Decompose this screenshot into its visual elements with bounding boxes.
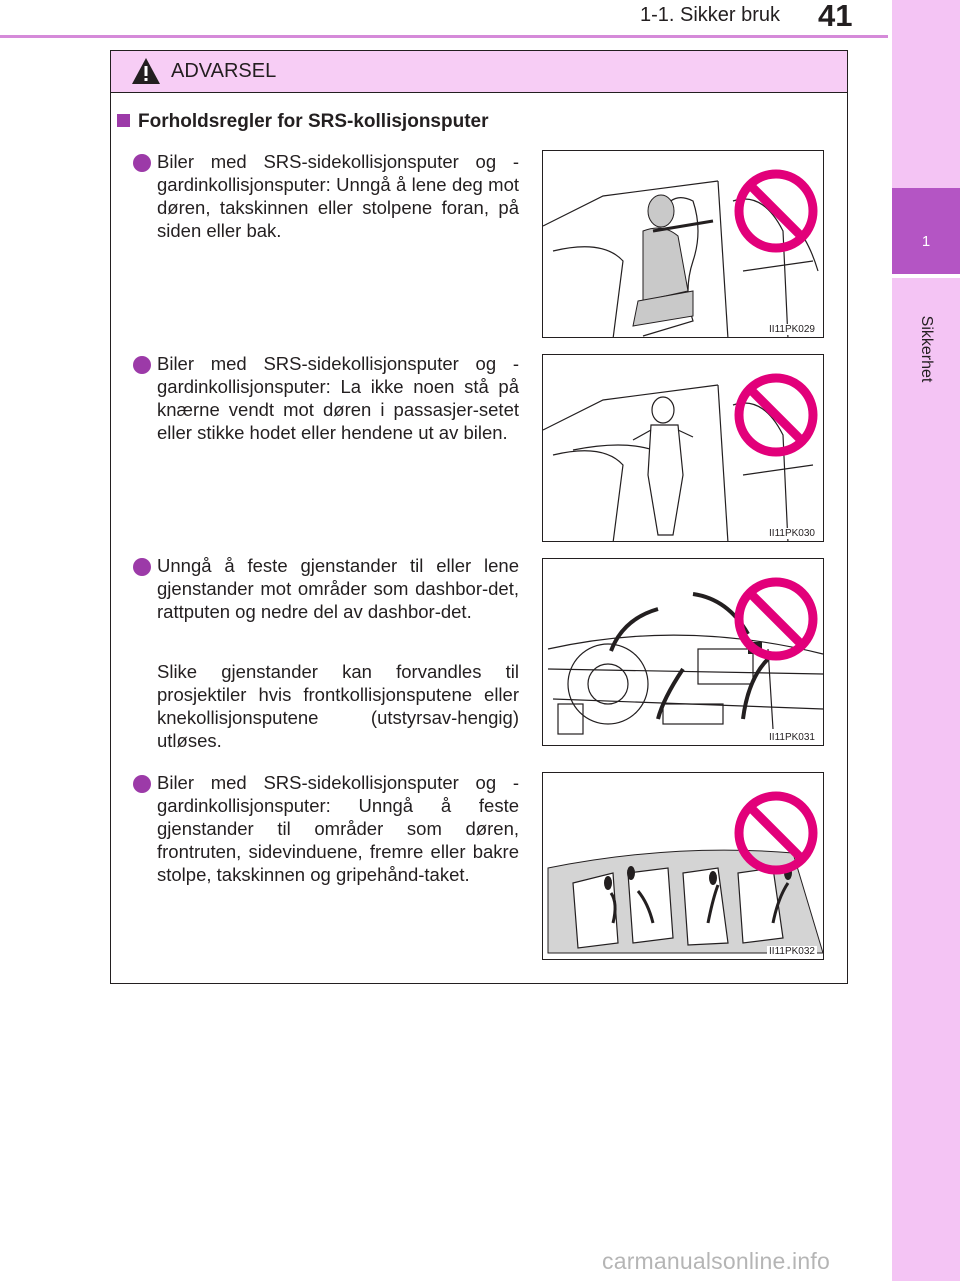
warning-triangle-icon <box>131 57 161 85</box>
illustration-kneeling-passenger <box>542 354 824 542</box>
chapter-tab-active[interactable] <box>892 188 960 274</box>
chapter-label: Sikkerhet <box>918 315 935 383</box>
illustration-door-hanging-objects <box>542 772 824 960</box>
bullet-icon <box>133 775 151 793</box>
warning-heading-text: Forholdsregler for SRS-kollisjonsputer <box>138 111 489 132</box>
warning-heading <box>120 111 489 133</box>
page-number: 41 <box>818 0 853 33</box>
bullet-icon <box>133 154 151 172</box>
header-rule <box>0 35 888 38</box>
watermark: carmanualsonline.info <box>602 1248 830 1274</box>
bullet-icon <box>133 558 151 576</box>
bullet-icon <box>133 356 151 374</box>
warning-header <box>111 51 847 93</box>
warning-title: ADVARSEL <box>171 60 277 82</box>
illustration-leaning-on-door <box>542 150 824 338</box>
item-text: Unngå å feste gjenstander til eller lene gjenstander mot områder som dashbor-det, rattputen og nedre del av dashbor-det. <box>157 555 519 622</box>
figure-code: II11PK030 <box>769 528 815 539</box>
tab-divider <box>892 274 960 278</box>
item-text: Biler med SRS-sidekollisjonsputer og -gardinkollisjonsputer: La ikke noen stå på knærne vendt mot døren i passasjer-setet eller stikke hodet eller hendene ut av bilen. <box>157 353 519 443</box>
item-text: Biler med SRS-sidekollisjonsputer og -gardinkollisjonsputer: Unngå å lene deg mot døren, takskinnen eller stolpene foran, på siden eller bak. <box>157 151 519 241</box>
figure-code: II11PK029 <box>769 324 815 335</box>
section-title: 1-1. Sikker bruk <box>640 4 781 26</box>
illustration-dashboard-objects <box>542 558 824 746</box>
chapter-number: 1 <box>921 233 931 250</box>
item-subtext: Slike gjenstander kan forvandles til prosjektiler hvis frontkollisjonsputene eller knekollisjonsputene (utstyrsav-hengig) utløses. <box>157 661 519 751</box>
item-text: Biler med SRS-sidekollisjonsputer og -gardinkollisjonsputer: Unngå å feste gjenstander til områder som døren, frontruten, sidevinduene, fremre eller bakre stolpe, takskinnen og gripehånd-taket. <box>157 772 519 885</box>
figure-code: II11PK032 <box>769 946 815 957</box>
figure-code: II11PK031 <box>769 732 815 743</box>
